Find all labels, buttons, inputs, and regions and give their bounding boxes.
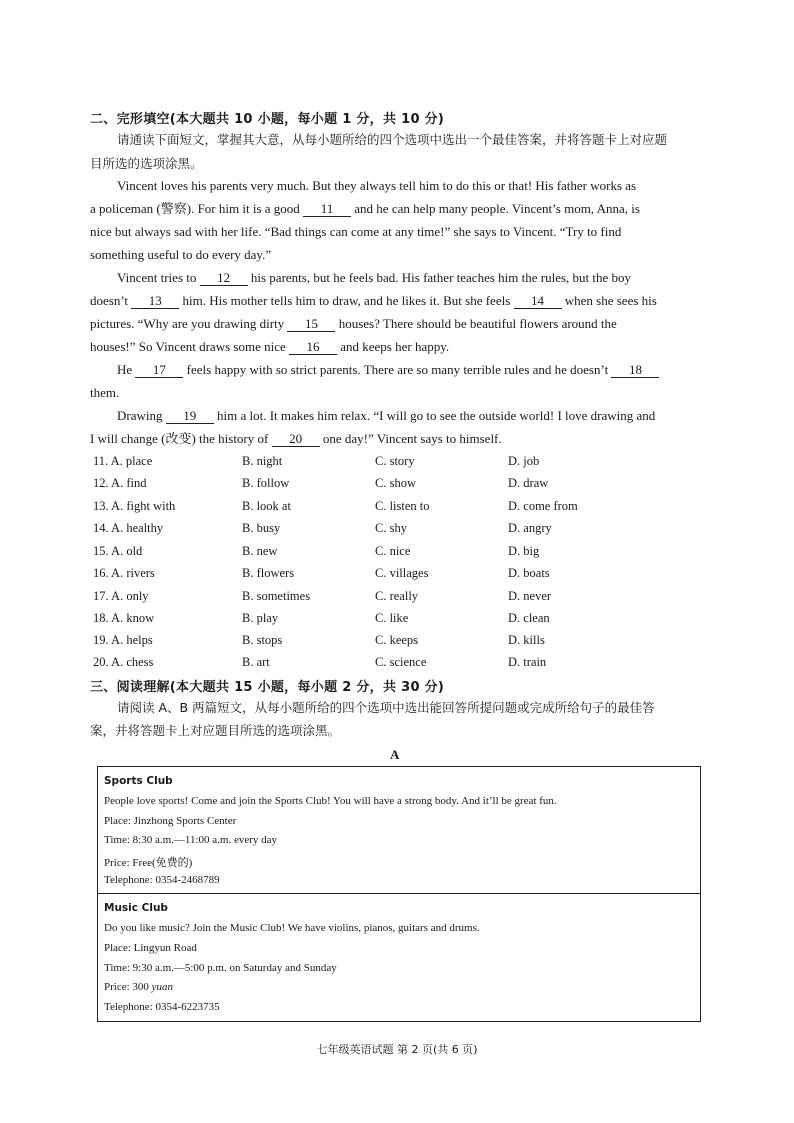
passage-text: when she sees his xyxy=(564,293,657,308)
option-d: D. big xyxy=(508,544,540,558)
option-c: C. story xyxy=(375,454,415,468)
music-club-time: Time: 9:30 a.m.—5:00 p.m. on Saturday and Sunday xyxy=(104,962,337,974)
passage-text: pictures. “Why are you drawing dirty xyxy=(90,316,285,331)
option-a: 14. A. healthy xyxy=(93,521,164,535)
music-club-telephone: Telephone: 0354-6223735 xyxy=(104,1001,220,1013)
option-d: D. train xyxy=(508,655,547,669)
option-c: C. show xyxy=(375,476,416,490)
option-a: 11. A. place xyxy=(93,454,153,468)
passage-text: and he can help many people. Vincent’s mom, Anna, is xyxy=(354,201,640,216)
blank-14: 14 xyxy=(514,294,562,309)
sports-club-desc: People love sports! Come and join the Sports Club! You will have a strong body. And it’ll be great fun. xyxy=(104,795,557,807)
option-a: 20. A. chess xyxy=(93,655,154,669)
passage-text: feels happy with so strict parents. There are so many terrible rules and he doesn’t xyxy=(186,362,609,377)
passage-text: one day!” Vincent says to himself. xyxy=(322,431,502,446)
passage-line xyxy=(90,316,617,332)
option-row-20 xyxy=(93,655,713,673)
blank-15: 15 xyxy=(287,317,335,332)
option-d: D. clean xyxy=(508,611,550,625)
passage-line: something useful to do every day.” xyxy=(90,247,272,262)
section2-title: 二、完形填空(本大题共 10 小题，每小题 1 分，共 10 分) xyxy=(90,112,445,127)
section3-instruction-line1: 请阅读 A、B 两篇短文，从每小题所给的四个选项中选出能回答所提问题或完成所给句子的最佳答 xyxy=(117,700,655,715)
blank-19: 19 xyxy=(166,409,214,424)
option-d: D. boats xyxy=(508,566,550,580)
option-a: 12. A. find xyxy=(93,476,147,490)
music-club-price-unit: yuan xyxy=(151,981,174,993)
option-row-19 xyxy=(93,633,713,651)
option-c: C. like xyxy=(375,611,409,625)
option-b: B. follow xyxy=(242,476,290,490)
blank-13: 13 xyxy=(131,294,179,309)
option-row-12 xyxy=(93,476,713,494)
section2-instruction-line2: 目所选的选项涂黑。 xyxy=(90,156,203,171)
music-club-price-value: Price: 300 xyxy=(104,981,149,993)
passage-text: him. His mother tells him to draw, and he likes it. But she feels xyxy=(182,293,511,308)
passage-text: Vincent tries to xyxy=(117,270,197,285)
passage-line: Vincent loves his parents very much. But they always tell him to do this or that! His father works as xyxy=(117,178,637,193)
option-row-14 xyxy=(93,521,713,539)
option-row-16 xyxy=(93,566,713,584)
option-row-13 xyxy=(93,499,713,517)
option-d: D. never xyxy=(508,589,552,603)
sports-club-time: Time: 8:30 a.m.—11:00 a.m. every day xyxy=(104,834,278,846)
section3-instruction-line2: 案，并将答题卡上对应题目所选的选项涂黑。 xyxy=(90,723,341,738)
option-b: B. flowers xyxy=(242,566,295,580)
option-d: D. job xyxy=(508,454,540,468)
club-divider xyxy=(98,893,700,894)
section3-title: 三、阅读理解(本大题共 15 小题，每小题 2 分，共 30 分) xyxy=(90,680,445,695)
option-row-11 xyxy=(93,454,713,472)
option-a: 15. A. old xyxy=(93,544,143,558)
option-a: 18. A. know xyxy=(93,611,155,625)
blank-11: 11 xyxy=(303,202,351,217)
passage-line xyxy=(117,408,655,424)
passage-text: doesn’t xyxy=(90,293,129,308)
passage-text: houses!” So Vincent draws some nice xyxy=(90,339,286,354)
option-b: B. night xyxy=(242,454,283,468)
option-b: B. new xyxy=(242,544,278,558)
option-b: B. art xyxy=(242,655,270,669)
passage-text: his parents, but he feels bad. His father teaches him the rules, but the boy xyxy=(250,270,632,285)
page-footer: 七年级英语试题 第 2 页(共 6 页) xyxy=(316,1043,478,1056)
option-a: 17. A. only xyxy=(93,589,149,603)
music-club-title: Music Club xyxy=(104,902,168,914)
passage-line xyxy=(117,270,631,286)
option-b: B. sometimes xyxy=(242,589,311,603)
sports-club-title: Sports Club xyxy=(104,775,173,787)
section2-instruction-line1: 请通读下面短文，掌握其大意，从每小题所给的四个选项中选出一个最佳答案，并将答题卡上对应题 xyxy=(117,132,668,147)
sports-club-place: Place: Jinzhong Sports Center xyxy=(104,815,237,827)
sports-club-price: Price: Free(免费的) xyxy=(104,857,193,869)
option-c: C. shy xyxy=(375,521,407,535)
option-a: 19. A. helps xyxy=(93,633,153,647)
passage-text: Drawing xyxy=(117,408,163,423)
music-club-price xyxy=(104,981,173,993)
blank-16: 16 xyxy=(289,340,337,355)
blank-20: 20 xyxy=(272,432,320,447)
option-b: B. play xyxy=(242,611,279,625)
music-club-desc: Do you like music? Join the Music Club! We have violins, pianos, guitars and drums. xyxy=(104,922,480,934)
part-a-label: A xyxy=(390,747,400,762)
option-b: B. busy xyxy=(242,521,281,535)
option-c: C. really xyxy=(375,589,419,603)
passage-line: nice but always sad with her life. “Bad things can come at any time!” she says to Vincent. “Try to find xyxy=(90,224,622,239)
music-club-place: Place: Lingyun Road xyxy=(104,942,197,954)
blank-17: 17 xyxy=(135,363,183,378)
option-d: D. draw xyxy=(508,476,549,490)
clubs-table xyxy=(97,766,701,1022)
blank-18: 18 xyxy=(611,363,659,378)
passage-text: and keeps her happy. xyxy=(340,339,450,354)
option-d: D. angry xyxy=(508,521,552,535)
option-c: C. listen to xyxy=(375,499,430,513)
option-d: D. come from xyxy=(508,499,578,513)
passage-text: He xyxy=(117,362,133,377)
passage-line: them. xyxy=(90,385,120,400)
option-b: B. look at xyxy=(242,499,291,513)
passage-line xyxy=(90,339,449,355)
blank-12: 12 xyxy=(200,271,248,286)
passage-text: him a lot. It makes him relax. “I will go to see the outside world! I love drawing and xyxy=(217,408,656,423)
passage-line xyxy=(90,431,502,447)
option-a: 13. A. fight with xyxy=(93,499,176,513)
option-row-18 xyxy=(93,611,713,629)
option-c: C. villages xyxy=(375,566,429,580)
passage-text: houses? There should be beautiful flowers around the xyxy=(338,316,617,331)
option-c: C. nice xyxy=(375,544,411,558)
option-row-15 xyxy=(93,544,713,562)
option-d: D. kills xyxy=(508,633,545,647)
option-c: C. keeps xyxy=(375,633,419,647)
passage-line xyxy=(117,362,659,378)
option-c: C. science xyxy=(375,655,427,669)
passage-line xyxy=(90,201,640,217)
sports-club-telephone: Telephone: 0354-2468789 xyxy=(104,874,220,886)
passage-text: a policeman (警察). For him it is a good xyxy=(90,201,300,216)
option-row-17 xyxy=(93,589,713,607)
passage-text: I will change (改变) the history of xyxy=(90,431,269,446)
passage-line xyxy=(90,293,657,309)
option-a: 16. A. rivers xyxy=(93,566,155,580)
option-b: B. stops xyxy=(242,633,283,647)
